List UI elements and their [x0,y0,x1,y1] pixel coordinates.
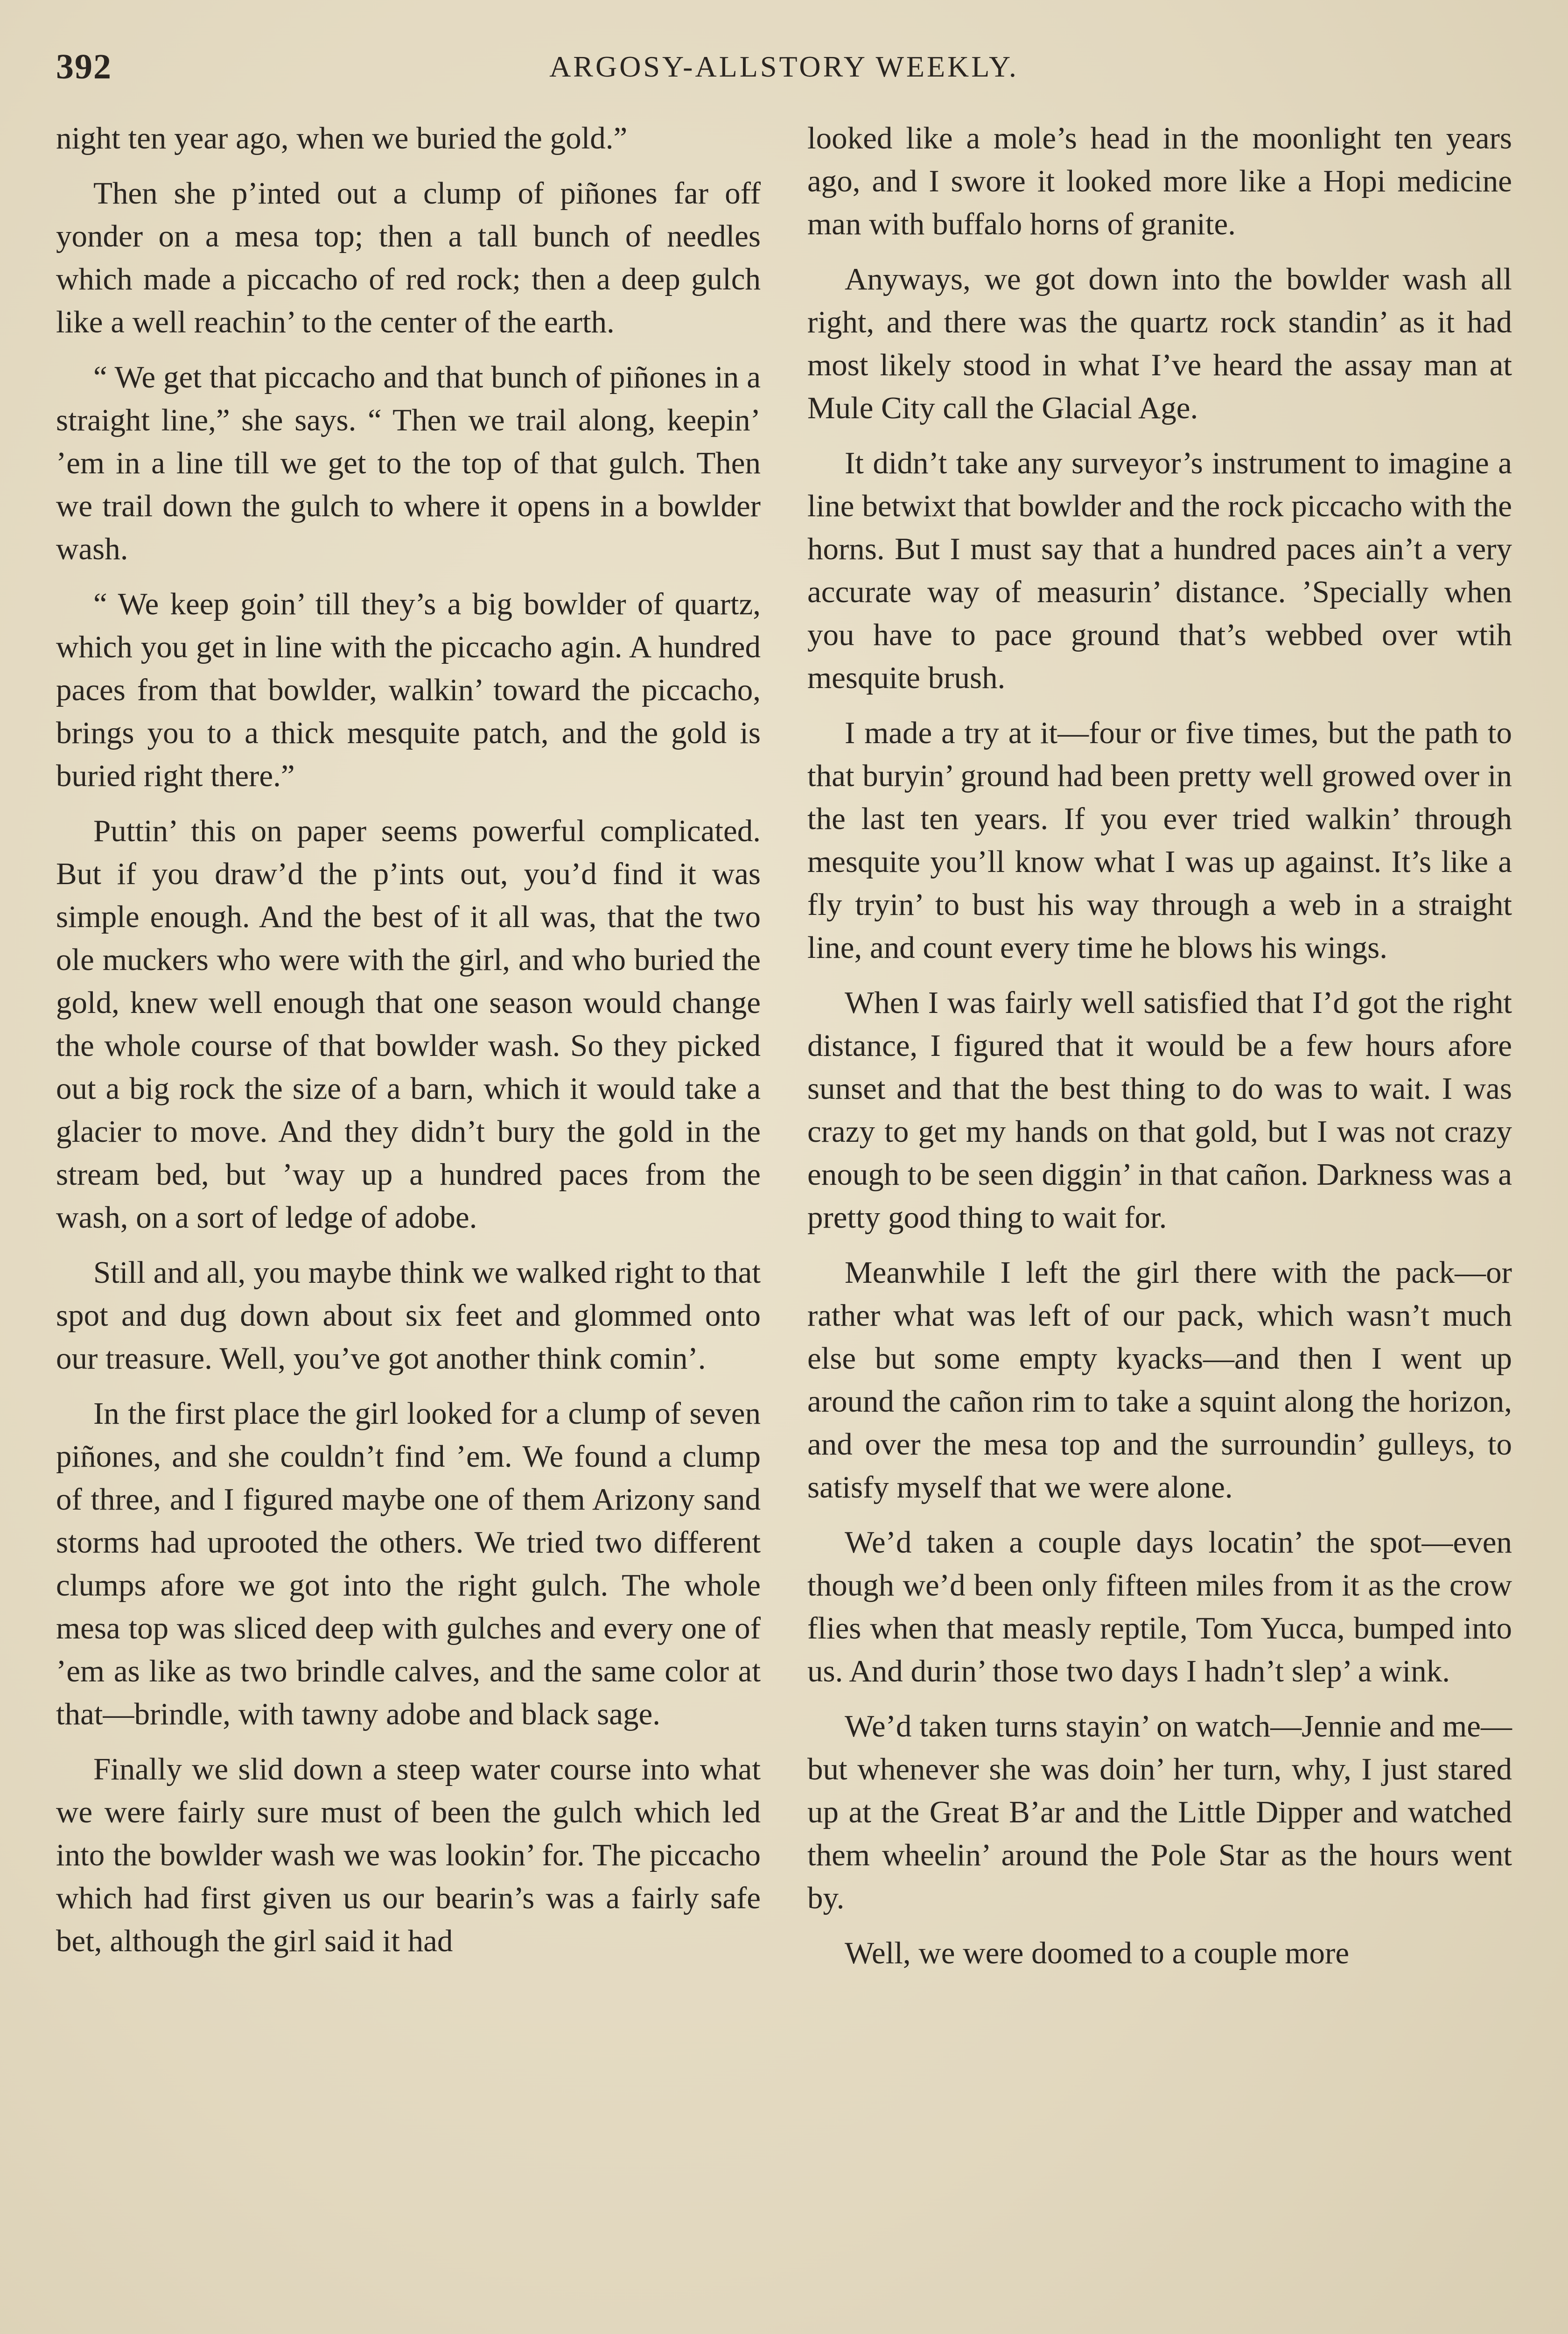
paragraph: “ We get that piccacho and that bunch of piñones in a straight line,” she says. “ Then we trail along, keepin’ ’em in a line till we get to the top of that gulch. Then we trail down the gulch to where it opens in a bowlder wash. [56,360,761,566]
paragraph: Anyways, we got down into the bowlder wash all right, and there was the quartz rock standin’ as it had most likely stood in what I’ve heard the assay man at Mule City call the Glacial Age. [807,262,1512,425]
left-column [56,117,761,1987]
paragraph: night ten year ago, when we buried the gold.” [56,121,628,155]
paragraph: looked like a mole’s head in the moonlight ten years ago, and I swore it looked more like a Hopi medicine man with buffalo horns of granite. [807,121,1512,241]
running-head: ARGOSY-ALLSTORY WEEKLY. [549,50,1019,83]
paragraph: “ We keep goin’ till they’s a big bowlder of quartz, which you get in line with the piccacho agin. A hundred paces from that bowlder, walkin’ toward the piccacho, brings you to a thick mesquite patch, and the gold is buried right there.” [56,587,761,793]
paragraph: It didn’t take any surveyor’s instrument to imagine a line betwixt that bowlder and the rock piccacho with the horns. But I must say that a hundred paces ain’t a very accurate way of measurin’ distance. ’Specially when you have to pace ground that’s webbed over wtih mesquite brush. [807,446,1512,695]
paragraph: Well, we were doomed to a couple more [845,1936,1350,1970]
paragraph: In the first place the girl looked for a clump of seven piñones, and she couldn’t find ’em. We found a clump of three, and I figured maybe one of them Arizony sand storms had uprooted the others. We tried two different clumps afore we got into the right gulch. The whole mesa top was sliced deep with gulches and every one of ’em as like as two brindle calves, and the same color at that—brindle, with tawny adobe and black sage. [56,1396,761,1731]
paragraph: Meanwhile I left the girl there with the pack—or rather what was left of our pack, which wasn’t much else but some empty kyacks—and then I went up around the cañon rim to take a squint along the horizon, and over the mesa top and the surroundin’ gulleys, to satisfy myself that we were alone. [807,1255,1512,1504]
page-number: 392 [56,47,112,86]
paragraph: We’d taken turns stayin’ on watch—Jennie and me—but whenever she was doin’ her turn, why, I just stared up at the Great B’ar and the Little Dipper and watched them wheelin’ around the Pole Star as the hours went by. [807,1709,1512,1915]
paragraph: When I was fairly well satisfied that I’d got the right distance, I figured that it would be a few hours afore sunset and that the best thing to do was to wait. I was crazy to get my hands on that gold, but I was not crazy enough to be seen diggin’ in that cañon. Darkness was a pretty good thing to wait for. [807,985,1512,1235]
paragraph: I made a try at it—four or five times, but the path to that buryin’ ground had been pretty well growed over in the last ten years. If you ever tried walkin’ through mesquite you’ll know what I was up against. It’s like a fly tryin’ to bust his way through a web in a straight line, and count every time he blows his wings. [807,716,1512,965]
text-columns [56,117,1512,1987]
paragraph: Still and all, you maybe think we walked right to that spot and dug down about six feet and glommed onto our treasure. Well, you’ve got another think comin’. [56,1255,761,1376]
paragraph: Puttin’ this on paper seems powerful complicated. But if you draw’d the p’ints out, you’d find it was simple enough. And the best of it all was, that the two ole muckers who were with the girl, and who buried the gold, knew well enough that one season would change the whole course of that bowlder wash. So they picked out a big rock the size of a barn, which it would take a glacier to move. And they didn’t bury the gold in the stream bed, but ’way up a hundred paces from the wash, on a sort of ledge of adobe. [56,814,761,1235]
paragraph: Then she p’inted out a clump of piñones far off yonder on a mesa top; then a tall bunch of needles which made a piccacho of red rock; then a deep gulch like a well reachin’ to the center of the earth. [56,176,761,339]
paragraph: Finally we slid down a steep water course into what we were fairly sure must of been the gulch which led into the bowlder wash we was lookin’ for. The piccacho which had first given us our bearin’s was a fairly safe bet, although the girl said it had [56,1752,761,1958]
paragraph: We’d taken a couple days locatin’ the spot—even though we’d been only fifteen miles from it as the crow flies when that measly reptile, Tom Yucca, bumped into us. And durin’ those two days I hadn’t slep’ a wink. [807,1525,1512,1688]
right-column [807,117,1512,1987]
page-header [56,47,1512,98]
